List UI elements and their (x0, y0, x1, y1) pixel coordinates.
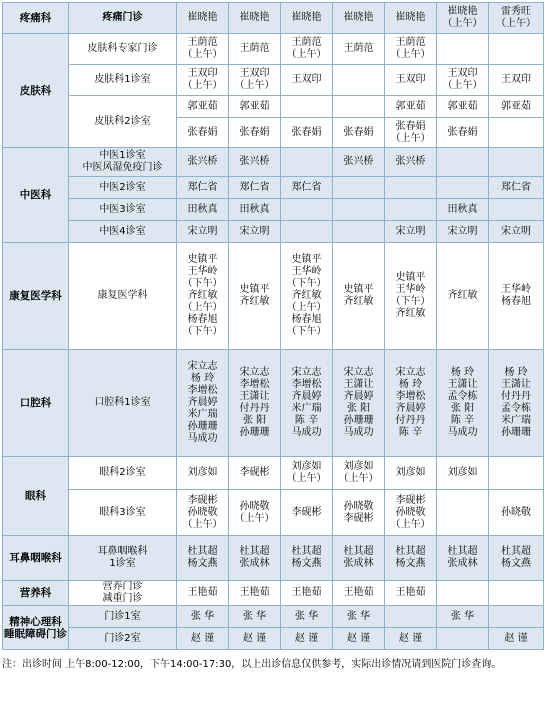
doctor-cell: 宋立志 杨 玲 李增松 齐晨婷 米广瑞 孙珊珊 马成功 (177, 350, 229, 457)
doctor-cell: 刘彦如 （上午） (281, 457, 333, 490)
doctor-cell: 齐红敏 (437, 243, 489, 350)
header-doctor: 崔晓艳 （上午） (437, 3, 489, 34)
doctor-cell (489, 581, 544, 606)
doctor-cell: 王双印 （上午） (437, 65, 489, 96)
table-row (3, 148, 544, 177)
doctor-cell (385, 199, 437, 221)
clinic-cell: 耳鼻咽喉科 1诊室 (69, 536, 177, 581)
clinic-cell: 皮肤科2诊室 (69, 96, 177, 148)
doctor-cell: 张 华 (281, 606, 333, 628)
doctor-cell: 张春娟 （上午） (385, 118, 437, 148)
doctor-cell: 郭亚茹 (489, 96, 544, 118)
doctor-cell: 郑仁省 (229, 177, 281, 199)
clinic-cell: 眼科3诊室 (69, 490, 177, 536)
doctor-cell (489, 606, 544, 628)
doctor-cell: 张春娟 (333, 118, 385, 148)
table-row (3, 581, 544, 606)
doctor-cell: 王荫范 （上午） (177, 34, 229, 65)
doctor-cell: 杨 玲 王潇让 孟令栋 张 阳 陈 辛 马成功 (437, 350, 489, 457)
table-row (3, 490, 544, 536)
doctor-cell (333, 65, 385, 96)
doctor-cell: 史镇平 王华岭 （下午） 齐红敏 (385, 243, 437, 350)
doctor-cell: 杜其超 杨文燕 (281, 536, 333, 581)
department-cell: 精神心理科 睡眠障碍门诊 (3, 606, 69, 650)
doctor-cell (489, 34, 544, 65)
doctor-cell: 郑仁省 (281, 177, 333, 199)
doctor-cell: 宋立明 (489, 221, 544, 243)
doctor-cell: 赵 谨 (489, 628, 544, 650)
doctor-cell: 郭亚茹 (385, 96, 437, 118)
doctor-cell: 张 华 (229, 606, 281, 628)
doctor-cell: 王艳茹 (385, 581, 437, 606)
header-clinic: 疼痛门诊 (69, 3, 177, 34)
doctor-cell (385, 177, 437, 199)
doctor-cell (333, 221, 385, 243)
doctor-cell: 张兴桥 (333, 148, 385, 177)
doctor-cell (385, 606, 437, 628)
doctor-cell: 宋立明 (177, 221, 229, 243)
doctor-cell: 张兴桥 (229, 148, 281, 177)
doctor-cell: 宋立志 王潇让 齐晨婷 张 阳 孙珊珊 马成功 (333, 350, 385, 457)
table-row (3, 457, 544, 490)
doctor-cell (333, 199, 385, 221)
clinic-cell: 皮肤科1诊室 (69, 65, 177, 96)
schedule-table (2, 2, 544, 650)
table-row (3, 65, 544, 96)
doctor-cell: 赵 谨 (177, 628, 229, 650)
table-row (3, 243, 544, 350)
clinic-cell: 中医3诊室 (69, 199, 177, 221)
doctor-cell: 李砚彬 孙晓敬 （上午） (177, 490, 229, 536)
department-cell: 营养科 (3, 581, 69, 606)
doctor-cell: 王荫范 (229, 34, 281, 65)
doctor-cell: 王双印 （上午） (177, 65, 229, 96)
table-row (3, 177, 544, 199)
doctor-cell: 王荫范 （上午） (385, 34, 437, 65)
doctor-cell (437, 490, 489, 536)
doctor-cell: 王荫范 (333, 34, 385, 65)
header-doctor: 崔晓艳 (229, 3, 281, 34)
doctor-cell: 赵 谨 (385, 628, 437, 650)
doctor-cell: 宋立明 (437, 221, 489, 243)
doctor-cell: 孙晓敬 李砚彬 (333, 490, 385, 536)
doctor-cell: 王华岭 杨春旭 (489, 243, 544, 350)
doctor-cell: 张 华 (437, 606, 489, 628)
doctor-cell: 史镇平 齐红敏 (333, 243, 385, 350)
doctor-cell (281, 96, 333, 118)
doctor-cell: 张兴桥 (385, 148, 437, 177)
clinic-cell: 门诊2室 (69, 628, 177, 650)
doctor-cell: 郭亚茹 (177, 96, 229, 118)
header-doctor: 崔晓艳 (333, 3, 385, 34)
clinic-cell: 中医2诊室 (69, 177, 177, 199)
doctor-cell: 杜其超 张成林 (437, 536, 489, 581)
doctor-cell (333, 177, 385, 199)
doctor-cell (437, 581, 489, 606)
doctor-cell (437, 34, 489, 65)
doctor-cell: 李砚彬 (281, 490, 333, 536)
doctor-cell: 王艳茹 (229, 581, 281, 606)
doctor-cell: 王荫范 （上午） (281, 34, 333, 65)
doctor-cell (489, 199, 544, 221)
table-row (3, 350, 544, 457)
doctor-cell (489, 148, 544, 177)
doctor-cell: 田秋真 (229, 199, 281, 221)
department-cell: 口腔科 (3, 350, 69, 457)
doctor-cell: 张春娟 (229, 118, 281, 148)
doctor-cell: 郭亚茹 (437, 96, 489, 118)
doctor-cell: 孙晓敬 （上午） (229, 490, 281, 536)
doctor-cell: 孙晓敬 (489, 490, 544, 536)
doctor-cell: 史镇平 王华岭 （下午） 齐红敏 （上午） 杨春旭 （下午） (177, 243, 229, 350)
clinic-cell: 中医4诊室 (69, 221, 177, 243)
department-cell: 皮肤科 (3, 34, 69, 148)
table-row (3, 628, 544, 650)
doctor-cell (437, 177, 489, 199)
doctor-cell: 张春娟 (437, 118, 489, 148)
doctor-cell: 赵 谨 (333, 628, 385, 650)
doctor-cell: 王双印 (489, 65, 544, 96)
doctor-cell: 刘彦如 (437, 457, 489, 490)
doctor-cell: 李砚彬 孙晓敬 （上午） (385, 490, 437, 536)
table-row (3, 199, 544, 221)
table-row (3, 606, 544, 628)
doctor-cell: 王艳茹 (333, 581, 385, 606)
doctor-cell: 郭亚茹 (229, 96, 281, 118)
doctor-cell: 杜其超 杨文燕 (385, 536, 437, 581)
header-doctor: 崔晓艳 (385, 3, 437, 34)
clinic-cell: 眼科2诊室 (69, 457, 177, 490)
header-row (3, 3, 544, 34)
doctor-cell: 刘彦如 （上午） (333, 457, 385, 490)
doctor-cell (281, 221, 333, 243)
clinic-cell: 门诊1室 (69, 606, 177, 628)
doctor-cell: 张春娟 (281, 118, 333, 148)
doctor-cell: 张 华 (333, 606, 385, 628)
doctor-cell: 赵 谨 (281, 628, 333, 650)
doctor-cell: 杨 玲 王潇让 付丹丹 孟令栋 米广瑞 孙珊珊 (489, 350, 544, 457)
doctor-cell: 杜其超 杨文燕 (177, 536, 229, 581)
doctor-cell: 王双印 (385, 65, 437, 96)
doctor-cell (437, 628, 489, 650)
clinic-cell: 中医1诊室 中医风湿免疫门诊 (69, 148, 177, 177)
header-dept: 疼痛科 (3, 3, 69, 34)
table-row (3, 34, 544, 65)
doctor-cell: 王双印 （上午） (229, 65, 281, 96)
doctor-cell: 王双印 (281, 65, 333, 96)
department-cell: 眼科 (3, 457, 69, 536)
doctor-cell: 李砚彬 (229, 457, 281, 490)
doctor-cell: 宋立志 李增松 齐晨婷 米广瑞 陈 辛 马成功 (281, 350, 333, 457)
doctor-cell: 宋立明 (229, 221, 281, 243)
doctor-cell: 郑仁省 (489, 177, 544, 199)
doctor-cell: 张兴桥 (177, 148, 229, 177)
doctor-cell (489, 118, 544, 148)
doctor-cell: 史镇平 王华岭 （下午） 齐红敏 （上午） 杨春旭 （下午） (281, 243, 333, 350)
header-doctor: 崔晓艳 (281, 3, 333, 34)
clinic-cell: 营养门诊 减重门诊 (69, 581, 177, 606)
doctor-cell: 郑仁省 (177, 177, 229, 199)
doctor-cell: 王艳茹 (281, 581, 333, 606)
table-row (3, 536, 544, 581)
clinic-cell: 皮肤科专家门诊 (69, 34, 177, 65)
doctor-cell: 杜其超 张成林 (333, 536, 385, 581)
doctor-cell: 王艳茹 (177, 581, 229, 606)
doctor-cell (281, 148, 333, 177)
clinic-cell: 康复医学科 (69, 243, 177, 350)
footnote: 注：出诊时间 上午8:00-12:00，下午14:00-17:30，以上出诊信息仅供参考，实际出诊情况请到医院门诊查询。 (2, 659, 502, 670)
header-doctor: 雷秀旺 （上午） (489, 3, 544, 34)
doctor-cell: 赵 谨 (229, 628, 281, 650)
table-row (3, 96, 544, 118)
doctor-cell: 宋立志 杨 玲 李增松 齐晨婷 付丹丹 陈 辛 (385, 350, 437, 457)
doctor-cell (281, 199, 333, 221)
doctor-cell: 田秋真 (177, 199, 229, 221)
department-cell: 康复医学科 (3, 243, 69, 350)
doctor-cell: 宋立志 李增松 王潇让 付丹丹 张 阳 孙珊珊 (229, 350, 281, 457)
doctor-cell (489, 457, 544, 490)
header-doctor: 崔晓艳 (177, 3, 229, 34)
clinic-cell: 口腔科1诊室 (69, 350, 177, 457)
doctor-cell: 刘彦如 (177, 457, 229, 490)
doctor-cell: 张春娟 (177, 118, 229, 148)
doctor-cell: 杜其超 张成林 (229, 536, 281, 581)
doctor-cell (437, 148, 489, 177)
doctor-cell: 刘彦如 (385, 457, 437, 490)
doctor-cell: 史镇平 齐红敏 (229, 243, 281, 350)
department-cell: 中医科 (3, 148, 69, 243)
doctor-cell: 田秋真 (437, 199, 489, 221)
doctor-cell (333, 96, 385, 118)
table-row (3, 221, 544, 243)
department-cell: 耳鼻咽喉科 (3, 536, 69, 581)
doctor-cell: 杜其超 杨文燕 (489, 536, 544, 581)
doctor-cell: 张 华 (177, 606, 229, 628)
doctor-cell: 宋立明 (385, 221, 437, 243)
